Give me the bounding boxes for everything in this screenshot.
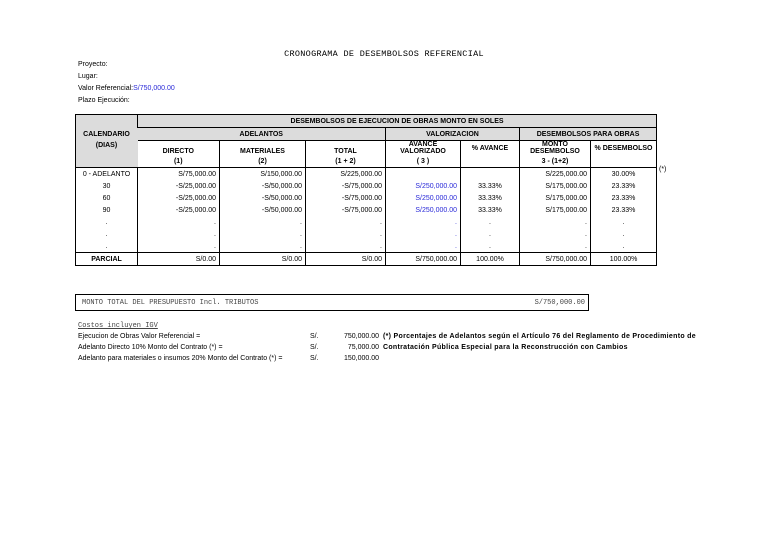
materiales-cell: . xyxy=(220,228,306,240)
total-header: TOTAL xyxy=(306,141,386,156)
costs-note-line-1: (*) Porcentajes de Adelantos según el Artículo 76 del Reglamento de Procedimiento de xyxy=(383,333,696,340)
avance-cell: S/250,000.00 xyxy=(386,180,461,192)
avance-cell: . xyxy=(386,228,461,240)
cost-line-amount: 75,000.00 xyxy=(347,344,379,351)
materiales-number: (2) xyxy=(220,155,306,168)
cost-line-label: Ejecucion de Obras Valor Referencial = xyxy=(78,333,201,340)
total-cell: S/225,000.00 xyxy=(306,168,386,181)
dias-cell: 90 xyxy=(102,206,111,214)
dias-cell: . xyxy=(105,230,108,238)
table-row xyxy=(76,180,657,192)
monto-cell: . xyxy=(520,216,591,228)
total-number: (1 + 2) xyxy=(306,155,386,168)
total-cell: -S/75,000.00 xyxy=(306,180,386,192)
cost-line-currency: S/. xyxy=(310,355,319,362)
monto-cell: . xyxy=(520,240,591,253)
pct-desembolso-cell: . xyxy=(591,228,657,240)
directo-header: DIRECTO xyxy=(162,148,194,155)
materiales-cell: . xyxy=(220,216,306,228)
materiales-cell: -S/50,000.00 xyxy=(220,204,306,216)
parcial-pct-avance: 100.00% xyxy=(461,253,520,266)
desembolsos-obras-header: DESEMBOLSOS PARA OBRAS xyxy=(520,128,657,141)
parcial-label: PARCIAL xyxy=(76,253,138,266)
pct-avance-header: % AVANCE xyxy=(461,141,520,156)
page-title: CRONOGRAMA DE DESEMBOLSOS REFERENCIAL xyxy=(284,49,484,59)
monto-cell: S/175,000.00 xyxy=(520,204,591,216)
pct-avance-cell: . xyxy=(461,228,520,240)
valor-referencial-label: Valor Referencial: xyxy=(78,85,134,92)
costs-heading: Costos incluyen IGV xyxy=(78,322,158,330)
table-row xyxy=(76,192,657,204)
valor-referencial xyxy=(78,85,175,92)
total-budget-value: S/750,000.00 xyxy=(534,299,585,307)
table-row xyxy=(76,240,657,253)
pct-desembolso-cell: . xyxy=(591,240,657,253)
valorizacion-header: VALORIZACION xyxy=(386,128,520,141)
pct-desembolso-number xyxy=(591,155,657,168)
cost-line-label: Adelanto para materiales o insumos 20% Monto del Contrato (*) = xyxy=(78,355,283,362)
monto-header: MONTO DESEMBOLSO xyxy=(520,141,591,156)
directo-cell: -S/25,000.00 xyxy=(138,204,220,216)
materiales-header: MATERIALES xyxy=(220,141,306,156)
cost-line-amount: 750,000.00 xyxy=(343,333,379,340)
pct-avance-cell: 33.33% xyxy=(461,204,520,216)
lugar-label: Lugar: xyxy=(78,73,98,80)
monto-number: 3 - (1+2) xyxy=(520,155,591,168)
avance-header: AVANCE VALORIZADO xyxy=(386,141,461,156)
total-cell: . xyxy=(306,240,386,253)
calendario-header: CALENDARIO (DIAS) xyxy=(76,115,138,168)
avance-cell: . xyxy=(386,240,461,253)
pct-desembolso-cell: . xyxy=(591,216,657,228)
table-row xyxy=(76,228,657,240)
monto-cell: . xyxy=(520,228,591,240)
directo-number: (1) xyxy=(138,155,220,168)
parcial-row xyxy=(76,253,657,266)
disbursement-table xyxy=(75,114,657,266)
total-cell: -S/75,000.00 xyxy=(306,204,386,216)
row-note-marker: (*) xyxy=(659,166,667,173)
monto-cell: S/225,000.00 xyxy=(520,168,591,181)
materiales-cell: -S/50,000.00 xyxy=(220,180,306,192)
plazo-label: Plazo Ejecución: xyxy=(78,97,130,104)
adelantos-header: ADELANTOS xyxy=(138,128,386,141)
directo-cell: -S/25,000.00 xyxy=(138,180,220,192)
costs-note-line-2: Contratación Pública Especial para la Reconstrucción con Cambios xyxy=(383,344,628,351)
materiales-cell: . xyxy=(220,240,306,253)
pct-desembolso-header: % DESEMBOLSO xyxy=(591,141,657,156)
valor-referencial-value: S/750,000.00 xyxy=(133,85,175,92)
main-header: DESEMBOLSOS DE EJECUCION DE OBRAS MONTO EN SOLES xyxy=(138,115,657,128)
dias-cell: 0 - ADELANTO xyxy=(82,170,131,178)
pct-avance-cell: . xyxy=(461,216,520,228)
table-row xyxy=(76,204,657,216)
pct-desembolso-cell: 23.33% xyxy=(591,180,657,192)
total-cell: . xyxy=(306,216,386,228)
pct-desembolso-cell: 23.33% xyxy=(591,204,657,216)
parcial-materiales: S/0.00 xyxy=(220,253,306,266)
dias-cell: 30 xyxy=(102,182,111,190)
dias-cell: . xyxy=(105,242,108,250)
parcial-pct-desembolso: 100.00% xyxy=(591,253,657,266)
parcial-directo: S/0.00 xyxy=(138,253,220,266)
pct-desembolso-cell: 23.33% xyxy=(591,192,657,204)
avance-number: ( 3 ) xyxy=(386,155,461,168)
table-row xyxy=(76,168,657,181)
cost-line-currency: S/. xyxy=(310,333,319,340)
cost-line-label: Adelanto Directo 10% Monto del Contrato (*) = xyxy=(78,344,223,351)
monto-cell: S/175,000.00 xyxy=(520,192,591,204)
avance-cell: S/250,000.00 xyxy=(386,204,461,216)
pct-avance-cell xyxy=(461,168,520,181)
proyecto-label: Proyecto: xyxy=(78,61,108,68)
pct-avance-cell: 33.33% xyxy=(461,180,520,192)
materiales-cell: -S/50,000.00 xyxy=(220,192,306,204)
dias-cell: . xyxy=(105,218,108,226)
directo-cell: . xyxy=(138,216,220,228)
pct-avance-cell: . xyxy=(461,240,520,253)
table-row xyxy=(76,216,657,228)
total-budget-box xyxy=(75,294,589,311)
avance-cell xyxy=(386,168,461,181)
parcial-avance: S/750,000.00 xyxy=(386,253,461,266)
parcial-total: S/0.00 xyxy=(306,253,386,266)
cost-line-amount: 150,000.00 xyxy=(343,355,379,362)
dias-cell: 60 xyxy=(102,194,111,202)
directo-cell: -S/25,000.00 xyxy=(138,192,220,204)
total-cell: -S/75,000.00 xyxy=(306,192,386,204)
directo-cell: S/75,000.00 xyxy=(138,168,220,181)
cost-line-currency: S/. xyxy=(310,344,319,351)
pct-avance-cell: 33.33% xyxy=(461,192,520,204)
directo-cell: . xyxy=(138,228,220,240)
materiales-cell: S/150,000.00 xyxy=(220,168,306,181)
avance-cell: . xyxy=(386,216,461,228)
pct-desembolso-cell: 30.00% xyxy=(591,168,657,181)
avance-cell: S/250,000.00 xyxy=(386,192,461,204)
total-budget-label: MONTO TOTAL DEL PRESUPUESTO Incl. TRIBUTOS xyxy=(82,299,259,307)
parcial-monto: S/750,000.00 xyxy=(520,253,591,266)
total-cell: . xyxy=(306,228,386,240)
pct-avance-number xyxy=(461,155,520,168)
directo-cell: . xyxy=(138,240,220,253)
monto-cell: S/175,000.00 xyxy=(520,180,591,192)
